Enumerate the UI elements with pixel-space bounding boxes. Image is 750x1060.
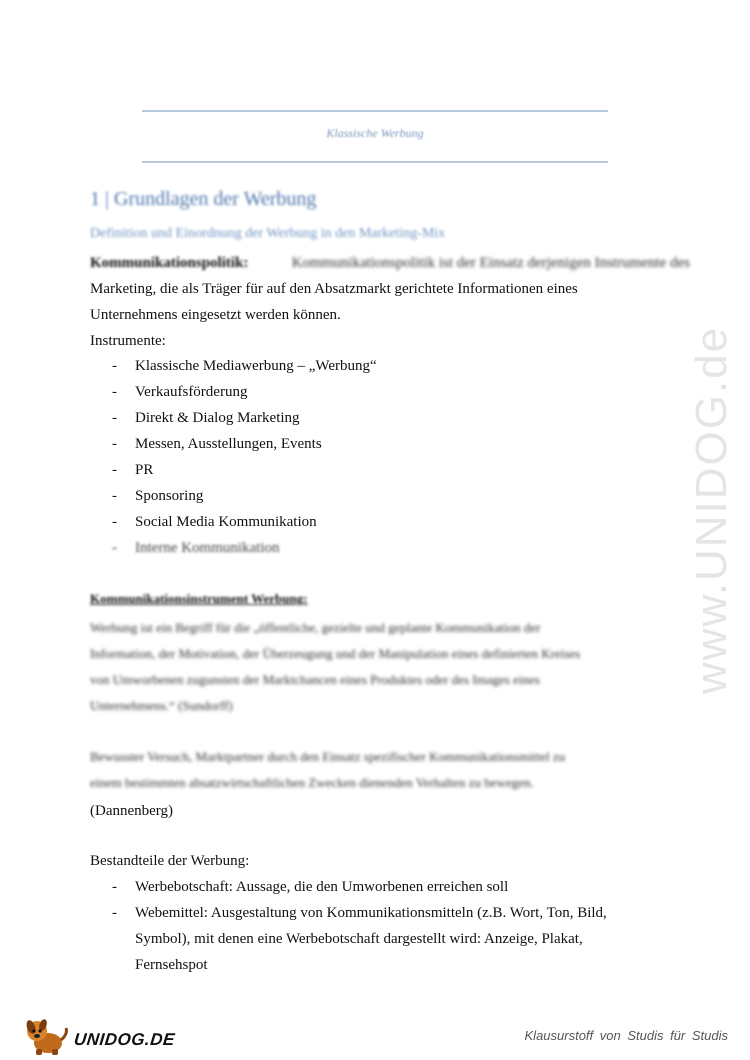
paragraph-1-line-2: Marketing, die als Träger für auf den Absatzmarkt gerichtete Informationen eines bbox=[90, 281, 578, 297]
list-item: - Messen, Ausstellungen, Events bbox=[112, 431, 377, 457]
list-item-line: Symbol), mit denen eine Werbebotschaft dargestellt wird: Anzeige, Plakat, bbox=[135, 931, 583, 947]
list-item: - Direkt & Dialog Marketing bbox=[112, 405, 377, 431]
header-rule-top bbox=[142, 110, 608, 112]
logo-text: UNIDOG.DE bbox=[73, 1030, 176, 1049]
header-rule-bottom bbox=[142, 161, 608, 163]
definition-line: Bewusster Versuch, Marktpartner durch den Einsatz spezifischer Kommunikationsmittel zu bbox=[90, 749, 566, 764]
definition-line: Werbung ist ein Begriff für die „öffentliche, gezielte und geplante Kommunikation der bbox=[90, 620, 541, 635]
components-label: Bestandteile der Werbung: bbox=[90, 853, 250, 869]
instruments-label: Instrumente: bbox=[90, 333, 166, 349]
subheading-definition: Definition und Einordnung der Werbung in den Marketing-Mix bbox=[90, 226, 446, 241]
dog-logo-icon bbox=[22, 1016, 70, 1056]
section-heading-1: 1 | Grundlagen der Werbung bbox=[90, 188, 317, 210]
components-list bbox=[112, 874, 607, 978]
paragraph-1-line-1-text: Kommunikationspolitik ist der Einsatz derjenigen Instrumente des bbox=[291, 255, 690, 271]
list-item: - Social Media Kommunikation bbox=[112, 509, 377, 535]
definition-line: Unternehmens.“ (Sundorff) bbox=[90, 698, 233, 713]
list-item: - Interne Kommunikation bbox=[112, 535, 377, 561]
header-title: Klassische Werbung bbox=[326, 126, 424, 140]
watermark: www.UNIDOG.de bbox=[687, 325, 736, 695]
term-kommunikationspolitik: Kommunikationspolitik: bbox=[90, 255, 249, 271]
list-item-line: - Webemittel: Ausgestaltung von Kommunikationsmitteln (z.B. Wort, Ton, Bild, bbox=[135, 905, 607, 921]
footer-logo[interactable] bbox=[22, 1016, 176, 1056]
definition-line: einem bestimmten absatzwirtschaftlichen Zwecken dienenden Verhalten zu bewegen. bbox=[90, 775, 534, 790]
list-item: - Klassische Mediawerbung – „Werbung“ bbox=[112, 353, 377, 379]
definition-line: von Umworbenen zugunsten der Marktchancen eines Produktes oder des Images eines bbox=[90, 672, 540, 687]
list-item: - PR bbox=[112, 457, 377, 483]
second-definition-source: (Dannenberg) bbox=[90, 803, 174, 819]
list-item bbox=[112, 874, 607, 900]
list-item: - Verkaufsförderung bbox=[112, 379, 377, 405]
section-heading-werbung: Kommunikationsinstrument Werbung: bbox=[90, 591, 308, 606]
list-item: - Sponsoring bbox=[112, 483, 377, 509]
paragraph-1-line-1 bbox=[90, 253, 690, 273]
instruments-list bbox=[112, 353, 377, 561]
second-definition-paragraph bbox=[90, 744, 565, 796]
footer-tagline: Klausurstoff von Studis für Studis bbox=[524, 1028, 728, 1043]
definition-paragraph bbox=[90, 615, 580, 719]
paragraph-1-line-3: Unternehmens eingesetzt werden können. bbox=[90, 307, 341, 323]
list-item-line: Fernsehspot bbox=[135, 957, 208, 973]
list-item-line: - Werbebotschaft: Aussage, die den Umworbenen erreichen soll bbox=[135, 879, 509, 895]
list-item bbox=[112, 900, 607, 978]
definition-line: Information, der Motivation, der Überzeugung und der Manipulation eines definierten Kreises bbox=[90, 646, 581, 661]
